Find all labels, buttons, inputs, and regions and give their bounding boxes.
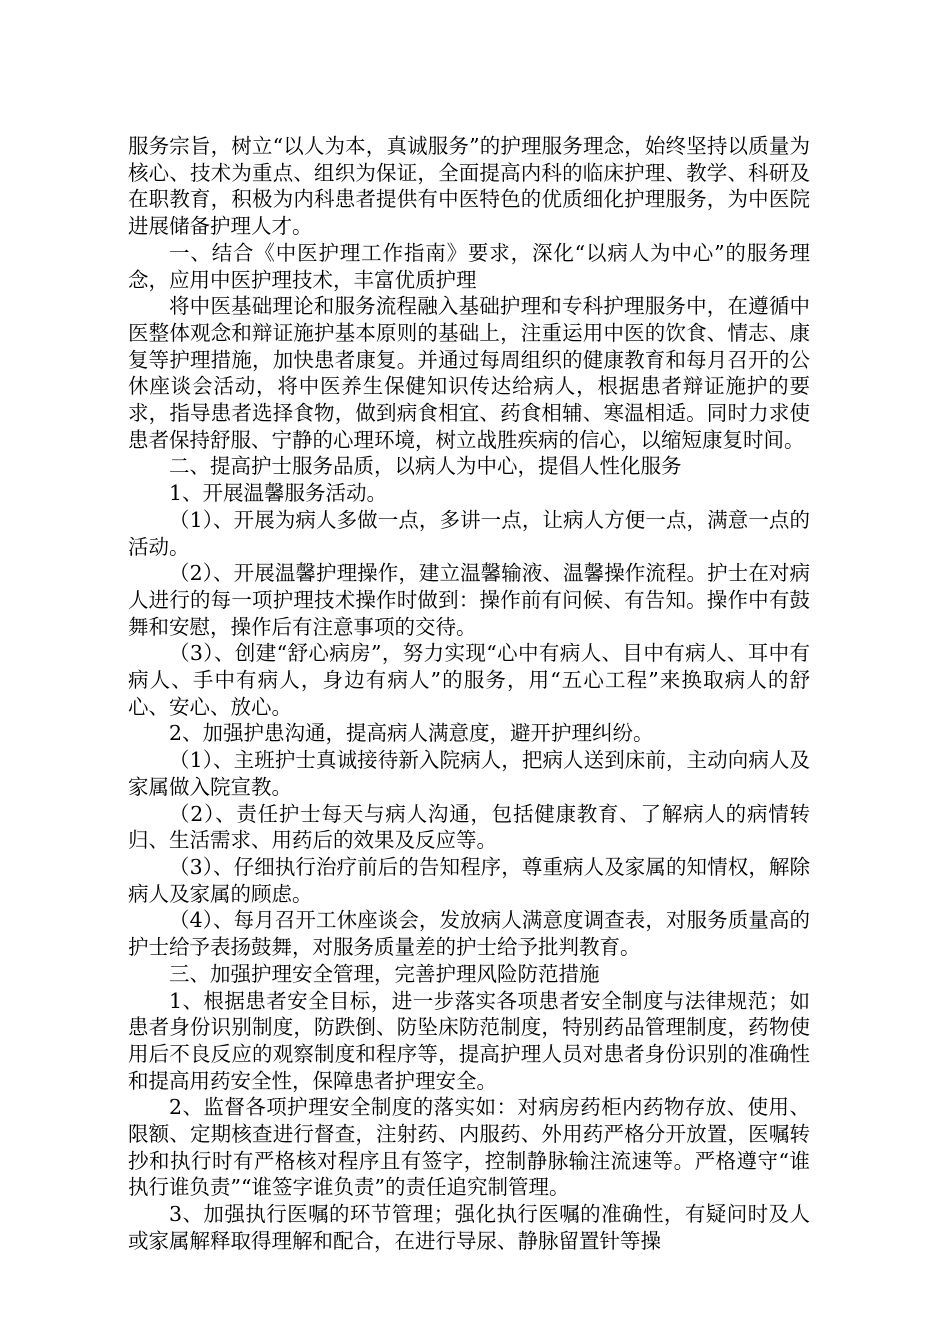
subsection-heading: 2、加强护患沟通，提高病人满意度，避开护理纠纷。 [169, 721, 654, 746]
subsection-heading: 1、开展温馨服务活动。 [169, 481, 388, 506]
paragraph: 将中医基础理论和服务流程融入基础护理和专科护理服务中，在遵循中医整体观念和辩证施护基本原则的基础上，注重运用中医的饮食、情志、康复等护理措施，加快患者康复。并通过每周组织的健康教育和每月召开的公休座谈会活动，将中医养生保健知识传达给病人，根据患者辩证施护的要求，指导患者选择食物，做到病食相宜、药食相辅、寒温相适。同时力求使患者保持舒服、宁静的心理环境，树立战胜疾病的信心，以缩短康复时间。 [128, 294, 810, 452]
list-item: （1）、主班护士真诚接待新入院病人，把病人送到床前，主动向病人及家属做入院宣教。 [128, 748, 810, 799]
paragraph: 2、监督各项护理安全制度的落实如：对病房药柜内药物存放、使用、限额、定期核查进行督查，注射药、内服药、外用药严格分开放置，医嘱转抄和执行时有严格核对程序且有签字，控制静脉输注流速等。严格遵守“谁执行谁负责”“谁签字谁负责”的责任追究制管理。 [128, 1095, 810, 1200]
paragraph: 3、加强执行医嘱的环节管理；强化执行医嘱的准确性，有疑问时及人或家属解释取得理解和配合，在进行导尿、静脉留置针等操 [128, 1202, 810, 1253]
list-item: （1）、开展为病人多做一点，多讲一点，让病人方便一点，满意一点的活动。 [128, 507, 810, 559]
section-heading: 一、结合《中医护理工作指南》要求，深化“以病人为中心”的服务理念，应用中医护理技术，丰富优质护理 [128, 240, 810, 292]
list-item: （3）、创建“舒心病房”，努力实现“心中有病人、目中有病人、耳中有病人、手中有病人，身边有病人”的服务，用“五心工程”来换取病人的舒心、安心、放心。 [128, 641, 810, 719]
list-item: （2）、开展温馨护理操作，建立温馨输液、温馨操作流程。护士在对病人进行的每一项护理技术操作时做到：操作前有问候、有告知。操作中有鼓舞和安慰，操作后有注意事项的交待。 [128, 561, 810, 639]
list-item: （4）、每月召开工休座谈会，发放病人满意度调查表，对服务质量高的护士给予表扬鼓舞，对服务质量差的护士给予批判教育。 [128, 908, 810, 960]
paragraph: 1、根据患者安全目标，进一步落实各项患者安全制度与法律规范；如患者身份识别制度，防跌倒、防坠床防范制度，特别药品管理制度，药物使用后不良反应的观察制度和程序等，提高护理人员对患者身份识别的准确性和提高用药安全性，保障患者护理安全。 [128, 988, 810, 1093]
list-item: （3）、仔细执行治疗前后的告知程序，尊重病人及家属的知情权，解除病人及家属的顾虑。 [128, 854, 810, 906]
paragraph: 服务宗旨，树立“以人为本，真诚服务”的护理服务理念，始终坚持以质量为核心、技术为重点、组织为保证，全面提高内科的临床护理、教学、科研及在职教育，积极为内科患者提供有中医特色的优质细化护理服务，为中医院进展储备护理人才。 [128, 134, 810, 239]
section-heading: 三、加强护理安全管理，完善护理风险防范措施 [169, 961, 600, 986]
section-heading: 二、提高护士服务品质，以病人为中心，提倡人性化服务 [169, 454, 682, 479]
document-body [128, 133, 810, 1255]
list-item: （2）、责任护士每天与病人沟通，包括健康教育、了解病人的病情转归、生活需求、用药后的效果及反应等。 [128, 801, 810, 853]
